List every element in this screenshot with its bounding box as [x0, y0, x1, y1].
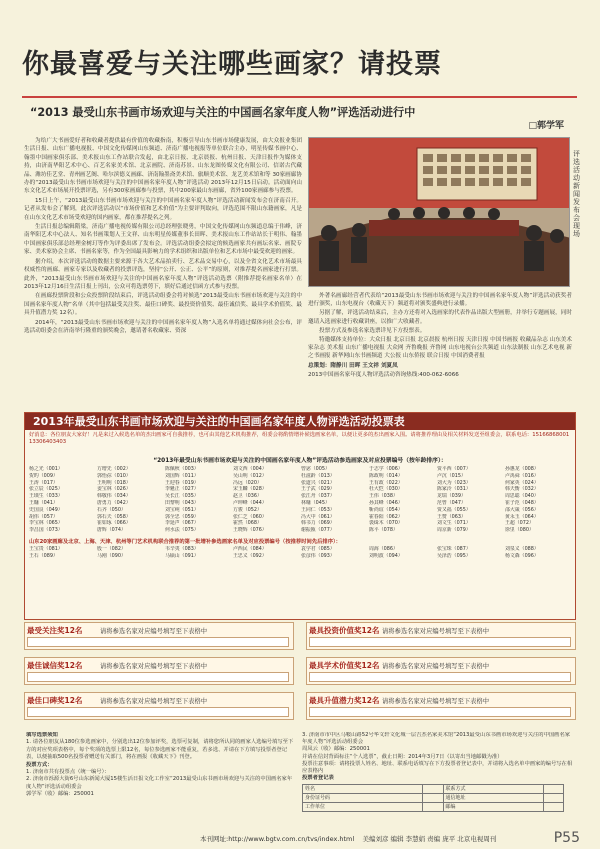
- candidate-entry: 袁学君（085）: [301, 545, 335, 552]
- instruction-line: 1. 请各位朋友从180位参选画家中，分别选出12位参加评奖，选票可复制，请将您所认同的画家人选编号填写至下方的对应奖项表格中，每个奖项的选票上限12名，每位参选画家不能重复，若多选、并请在下方填写投票者登记表，以便抽取500名投票者赠送有关部门，将在画报《收藏天下》刊登。: [26, 739, 294, 761]
- candidate-entry: 张道兴（021）: [301, 479, 335, 486]
- page-number: P55: [553, 830, 580, 846]
- candidate-entry: 霍春阳（062）: [369, 513, 403, 520]
- category-reputation: [24, 692, 294, 720]
- footer-url: [200, 834, 496, 843]
- instruction-line: 3. 济南市市中区马鞍山路52号华文轩文化城一层吉杰名家美术馆“2013最受山东书画市场欢迎与关注的中国画名家年度人物”评选活动组委会: [302, 732, 571, 746]
- category-label: 最具学术价值奖12名: [309, 661, 380, 670]
- table-cell: 身份证号码: [303, 794, 423, 803]
- author-byline: □郭学军: [528, 121, 564, 131]
- candidate-entry: 李延声（067）: [165, 520, 199, 527]
- candidate-entry: 张仁芝（060）: [233, 513, 267, 520]
- candidate-entry: 卢禹舜（016）: [505, 472, 539, 479]
- candidate-entry: 王同仁（053）: [301, 506, 335, 513]
- ballot-entry-box[interactable]: [27, 672, 289, 682]
- candidate-entry: 韩书力（069）: [301, 520, 335, 527]
- ballot-panel: [24, 412, 576, 620]
- candidate-entry: 李昌国（073）: [29, 527, 63, 534]
- table-row: [303, 803, 564, 812]
- table-cell: 姓名: [303, 785, 423, 794]
- candidate-entry: 王镛（041）: [29, 499, 58, 506]
- address-input[interactable]: [543, 794, 563, 803]
- voting-instructions: [26, 732, 294, 824]
- candidate-entry: 石齐（050）: [97, 506, 126, 513]
- photo-side-caption: 评选活动新闻发布会现场: [573, 150, 580, 238]
- body-paragraph: 2014年，“2013最受山东书画市场欢迎与关注的中国画名家年度人物”入选名单将通过媒体向社会公布，评选活动组委会在济南举行隆重的颁奖晚会，邀请著名收藏家、资深: [24, 319, 302, 334]
- candidate-entry: 郭石夫（058）: [97, 513, 131, 520]
- candidate-entry: 王超（072）: [505, 520, 534, 527]
- candidate-entry: 孙其峰（046）: [369, 499, 403, 506]
- candidate-entry: 何家英（024）: [505, 479, 539, 486]
- candidate-entry: 杜大恺（030）: [369, 486, 403, 493]
- candidate-entry: 方增先（002）: [97, 466, 131, 472]
- candidate-entry: 姜宝林（026）: [97, 486, 131, 493]
- candidate-entry: 张彦伟（093）: [301, 552, 335, 559]
- workplace-input[interactable]: [423, 803, 443, 812]
- ballot-categories: [24, 622, 576, 726]
- candidate-entry: 于志学（006）: [369, 466, 403, 472]
- candidate-entry: 吴山明（012）: [233, 472, 267, 479]
- instruction-line: 1. 济南市共有投票点（统一编号）：: [26, 769, 110, 776]
- candidate-entry: 崔子范（048）: [505, 499, 539, 506]
- candidate-entry: 王石（089）: [29, 552, 58, 559]
- candidate-list-2-caption: 山东20家画廊及北京、上海、天津、杭州等门艺术机构联合推荐的第一批增补参选画家名单及对应投票编号（按推荐时间先后排序）：: [29, 538, 341, 545]
- candidate-entry: 刘大为（023）: [437, 479, 471, 486]
- candidate-entry: 张宝珠（087）: [437, 545, 471, 552]
- ballot-title: 2013年最受山东书画市场欢迎与关注的中国画名家年度人物评选活动投票表: [25, 413, 575, 430]
- candidate-entry: 冯大中（061）: [301, 513, 335, 520]
- headline: 你最喜爱与关注哪些画家？请投票: [22, 49, 442, 78]
- candidate-entry: 刘明波（094）: [369, 552, 403, 559]
- ballot-notice: 好消息：各位朋友大家好！凡是来过入候选名单的杰出画家可自我推荐，也可由其他艺术机构推荐，组委会将酌情增补候选画家名单，以便让更多的杰出画家入围。请将推荐理由及相关材料发送至组委会，联系电话：15166868001 13306403403: [29, 432, 570, 445]
- table-cell: 工作单位: [303, 803, 423, 812]
- category-label: 最具升值潜力奖12名: [309, 696, 380, 705]
- media-support-list: 特邀媒体支持单位：大众日报 北京日报 北京晨报 杭州日报 天津日报 中国书画报 收藏品杂志 山东美术家杂志 美术报 山东广播电视报 大众网 齐鲁晚报 齐鲁网 山东电视台公共频道 山东法制报 山东艺术电视 新之书画报 新华网山东书画频道 大公报 山东侨报 联合日报 中国消费者报: [308, 337, 572, 360]
- category-instruction: 请将参选名家对应编号填写至下表格中: [382, 663, 490, 670]
- category-instruction: 请将参选名家对应编号填写至下表格中: [382, 698, 490, 705]
- id-number-input[interactable]: [423, 794, 443, 803]
- footer-url-text: 本刊网址:http://www.bgtv.com.cn/tvs/index.html: [200, 835, 355, 843]
- postcode-input[interactable]: [543, 803, 563, 812]
- category-instruction: 请将参选名家对应编号填写至下表格中: [382, 628, 490, 635]
- candidate-entry: 何水法（075）: [165, 527, 199, 534]
- candidate-entry: 王忠义（092）: [233, 552, 267, 559]
- candidate-entry: 韩天衡（032）: [505, 486, 539, 493]
- candidate-entry: 吴长江（035）: [165, 493, 199, 500]
- footer-editors: 美编刘彦 编辑 李慧娟 责编 庞平 北京电视周刊: [362, 835, 497, 843]
- candidate-entry: 王晓辉（076）: [233, 527, 267, 534]
- candidate-entry: 殷一（082）: [97, 545, 126, 552]
- candidate-entry: 马刚（090）: [97, 552, 126, 559]
- category-most-attention: [24, 622, 294, 650]
- candidate-entry: 史国良（049）: [29, 506, 63, 513]
- candidate-entry: 郭全忠（059）: [165, 513, 199, 520]
- candidate-entry: 赵卫（036）: [233, 493, 262, 500]
- candidate-entry: 贾又福（055）: [437, 506, 471, 513]
- candidate-entry: 李魁正（027）: [165, 486, 199, 493]
- contact-input[interactable]: [543, 785, 563, 794]
- ballot-entry-box[interactable]: [309, 637, 571, 647]
- candidate-entry: 徐里（080）: [505, 527, 534, 534]
- category-label: 最受关注奖12名: [27, 626, 83, 635]
- candidate-entry: 田黎明（043）: [165, 499, 199, 506]
- candidate-list-caption: “2013年最受山东书画市场欢迎与关注的中国画名家年度人物”评选活动参选画家及对应投票编号（按年龄排序）：: [153, 458, 447, 464]
- registration-title: 投票者登记表: [302, 775, 334, 782]
- ballot-entry-box[interactable]: [27, 637, 289, 647]
- article-body: [24, 137, 302, 372]
- table-cell: 通信地址: [443, 794, 543, 803]
- candidate-entry: 王有政（022）: [369, 479, 403, 486]
- instruction-line: 2. 济南市泺源大街6号山东新闻大厦15楼生活日报文化工作室“2013最受山东书画市场欢迎与关注的中国画名家年度人物”评选活动组委会: [26, 776, 293, 790]
- candidate-entry: 张立辰（025）: [29, 486, 63, 493]
- candidate-entry: 王赞（063）: [437, 513, 466, 520]
- voter-registration-table: [302, 784, 564, 812]
- category-investment-value: [306, 622, 576, 650]
- photo-illustration: [309, 138, 570, 287]
- instruction-line: 投票注意事项：请将投票人姓名、地址、联系电话填写在下方投票者登记表中，并请将入选名单中画家的编号写在相应表格内: [302, 760, 573, 775]
- article-continuation: [308, 292, 572, 406]
- candidate-entry: 郭怡孮（010）: [97, 472, 131, 479]
- body-paragraph: 投票方式及参选名家选票详见下方投票表。: [319, 327, 426, 334]
- candidate-entry: 刘泉义（088）: [505, 545, 539, 552]
- candidate-entry: 杨文森（096）: [505, 552, 539, 559]
- candidate-entry: 卢沉（015）: [437, 472, 466, 479]
- candidate-entry: 李宝林（065）: [29, 520, 63, 527]
- candidate-entry: 靳尚谊（054）: [369, 506, 403, 513]
- candidate-entry: 裘缉木（070）: [369, 520, 403, 527]
- candidate-entry: 杨之光（001）: [29, 466, 63, 472]
- candidate-entry: 卢西民（084）: [233, 545, 267, 552]
- candidate-entry: 刘国辉（011）: [165, 472, 199, 479]
- instruction-line: 并请在信封背面标注“个人选票”，截止日期：2014年3月7日（以寄出当地邮戳为准）: [302, 753, 503, 760]
- candidate-entry: 唐勇力（042）: [97, 499, 131, 506]
- candidate-entry: 邵大箴（056）: [505, 506, 539, 513]
- candidate-entry: 方骏（052）: [233, 506, 262, 513]
- candidate-entry: 王璜生（033）: [29, 493, 63, 500]
- candidate-entry: 卢坤峰（044）: [233, 499, 267, 506]
- candidate-entry: 陈政明（014）: [369, 472, 403, 479]
- candidate-entry: 孙惠龙（008）: [505, 466, 539, 472]
- body-paragraph: 据介绍，本次评选活动的数据主要来源于各大艺术品拍卖行、艺术品交易中心，以及全省文化艺术市场最具权威性的画廊、画家专家以及收藏者的投票评选，坚持“公开、公正、公平”的原则，对推荐提名画家进行打票。此外，“2013最受山东书画市场欢迎与关注的中国画名家年度人物”评选活动选票（附推荐提名画家名单）在2013年12月16日生活日报上刊出，公众可将选票剪下，填好后通过信函方式参与投票。: [24, 258, 302, 290]
- instruction-line: 郭学军（收）邮编：250001: [26, 791, 94, 798]
- body-paragraph: 外著名画廊经营者代表给“2013最受山东书画市场欢迎与关注的中国画名家年度人物”评选活动获奖者进行颁奖，山东电视台（收藏天下）频道将对颁奖盛典进行录播。: [308, 293, 572, 308]
- candidate-entry: 周京新（079）: [437, 527, 471, 534]
- candidate-entry: 崔如琢（066）: [97, 520, 131, 527]
- page-footer: [0, 828, 600, 849]
- ballot-entry-box[interactable]: [27, 707, 289, 717]
- candidate-entry: 宋玉麟（028）: [233, 486, 267, 493]
- candidate-entry: 林墉（045）: [301, 499, 330, 506]
- table-cell: 联系方式: [443, 785, 543, 794]
- candidate-entry: 贾平西（007）: [437, 466, 471, 472]
- table-row: [303, 785, 564, 794]
- category-instruction: 请将参选名家对应编号填写至下表格中: [100, 663, 208, 670]
- body-paragraph: 15日上午，“2013最受山东书画市场欢迎与关注的中国画名家年度人物”评选活动新闻发布会在济南召开。记者从发布会了解到，此次评选活动以“市场价值和艺术价值”为主要评判取向，评选范围不限山东籍画家，凡是在山东文化艺术市场受欢迎的国内画家，都在推荐提名之列。: [24, 197, 302, 221]
- candidate-entry: 刘文生（071）: [437, 520, 471, 527]
- header-divider: [22, 96, 577, 98]
- category-label: 最佳诚信奖12名: [27, 661, 83, 670]
- body-paragraph: 为给广大书画爱好者和收藏者提供最有价值的收藏指南，积极引导山东书画市场健康发展，由大众报业集团生活日报、山东广播电视报、中国文化传媒网山东频道、济南广播电视报等单位联合主办，明星传媒书画中心、翰墨中国画家俱乐部、美术报山东工作站联合发起，由北京日报、北京晨报、杭州日报、天津日报作为媒体支持，由济南华阳艺术中心、百艺名家美术馆、北京画院、济南苏景、山东龙图传媒文化有限公司、信诺古代藏品、潍坊佳艺堂、青州画艺阁、哈尔滨德义画廊、济南翰墨斋美术馆、旅顺美术馆、龙艺美术馆和等 30家画廊协办的“2013最受山东书画市场欢迎与关注的中国画名家年度人物”评选活动 2013年12月15日启动。活动面向山东文化艺术市场展开投票评选，另有300家画廊参与投票，其中200家最山东画廊，省外100家画廊参与投票。: [24, 138, 302, 195]
- body-paragraph: 生活日报总编辑隋梁，济南广播电视传媒有限公司总经理张晓勇，中国文化传媒网山东频道总编于伟峰，济南华阳艺术中心法人、知名书画策划人王文祥、山东明星传媒董事长田晖、美术报山东工作站站长于明伟、翰墨中国画家俱乐部总经理金树玎等作为评委出席了发布会。评选活动组委会拟定的候选画家共有画坛名家、画院专家、美术家协会主席、书画名家等，作为全国最具影响力的学术组织和出版单位和艺术市场中最受欢迎的画家。: [24, 224, 302, 256]
- hotline: 2013中国画名家年度人物评选活动咨询热线:400-062-6066: [308, 371, 459, 378]
- candidate-entry: 黄永玉（064）: [505, 513, 539, 520]
- candidate-entry: 唐辉（074）: [97, 527, 126, 534]
- candidate-entry: 王伟（038）: [369, 493, 398, 500]
- candidate-entry: 贺旳（009）: [29, 472, 58, 479]
- candidate-entry: 杜滋龄（013）: [301, 472, 335, 479]
- candidate-entry: 胡伟（057）: [29, 513, 58, 520]
- candidate-entry: 吴泽浩（095）: [437, 552, 471, 559]
- ballot-entry-box[interactable]: [309, 672, 571, 682]
- candidate-entry: 谢振瓯（077）: [301, 527, 335, 534]
- category-label: 最具投资价值奖12名: [309, 626, 380, 635]
- mailing-instructions: [302, 732, 574, 824]
- category-integrity: [24, 657, 294, 685]
- candidate-entry: 王明明（018）: [97, 479, 131, 486]
- instructions-title: 填写选票须知: [26, 732, 58, 738]
- candidate-list-2: [25, 545, 575, 561]
- body-paragraph: 在画廊投票阶段和公众投票阶段结束后，评选活动组委会将对候选“2013最受山东书画市场欢迎与关注的中国画名家年度人物”名单（其中包括最受关注奖、最佳口碑奖、最投资价值奖、最佳诚信奖、最具学术价值奖、最具升值潜力奖 12名）。: [24, 293, 302, 317]
- candidate-entry: 陈家泠（031）: [437, 486, 471, 493]
- planners: 总策划：隋静川 田晖 王文祥 刘夏凤: [308, 362, 398, 369]
- category-academic-value: [306, 657, 576, 685]
- category-instruction: 请将参选名家对应编号填写至下表格中: [100, 698, 208, 705]
- candidate-entry: 马硕山（091）: [165, 552, 199, 559]
- instruction-line: 周凤云（收）邮编：250001: [302, 746, 370, 753]
- candidate-entry: 冯远（020）: [233, 479, 262, 486]
- candidate-entry: 霍然（068）: [233, 520, 262, 527]
- candidate-list: [25, 465, 575, 535]
- subhead: “2013 最受山东书画市场欢迎与关注的中国画名家年度人物”评选活动进行中: [30, 106, 416, 119]
- candidate-entry: 刘文西（004）: [233, 466, 267, 472]
- body-paragraph: 另据了解，评选活动结束后，主办方还将对入选画家的代表作品出版大型画册，并举行专题画展，同时邀请入选画家进行收藏讲座，以推广大收藏者。: [308, 310, 572, 325]
- candidate-entry: 王子武（029）: [301, 486, 335, 493]
- candidate-entry: 陈平（078）: [369, 527, 398, 534]
- candidate-entry: 韦辛夷（083）: [165, 545, 199, 552]
- candidate-entry: 王宝贵（081）: [29, 545, 63, 552]
- candidate-entry: 范曾（047）: [437, 499, 466, 506]
- candidate-entry: 张江舟（037）: [301, 493, 335, 500]
- category-instruction: 请将参选名家对应编号填写至下表格中: [100, 628, 208, 635]
- candidate-entry: 龙瑞（039）: [437, 493, 466, 500]
- candidate-entry: 韩敬伟（034）: [97, 493, 131, 500]
- table-row: [303, 794, 564, 803]
- instruction-line: 投票方式：: [26, 761, 53, 768]
- category-appreciation-potential: [306, 692, 576, 720]
- press-conference-photo: [308, 137, 570, 287]
- candidate-entry: 刘宝纯（051）: [165, 506, 199, 513]
- candidate-entry: 王迎春（019）: [165, 479, 199, 486]
- table-cell: 邮编: [443, 803, 543, 812]
- candidate-entry: 曾宓（005）: [301, 466, 330, 472]
- candidate-entry: 周海（086）: [369, 545, 398, 552]
- candidate-entry: 周思聪（040）: [505, 493, 539, 500]
- name-input[interactable]: [423, 785, 443, 794]
- candidate-entry: 陈佩秋（003）: [165, 466, 199, 472]
- ballot-entry-box[interactable]: [309, 707, 571, 717]
- candidate-entry: 王涛（017）: [29, 479, 58, 486]
- category-label: 最佳口碑奖12名: [27, 696, 83, 705]
